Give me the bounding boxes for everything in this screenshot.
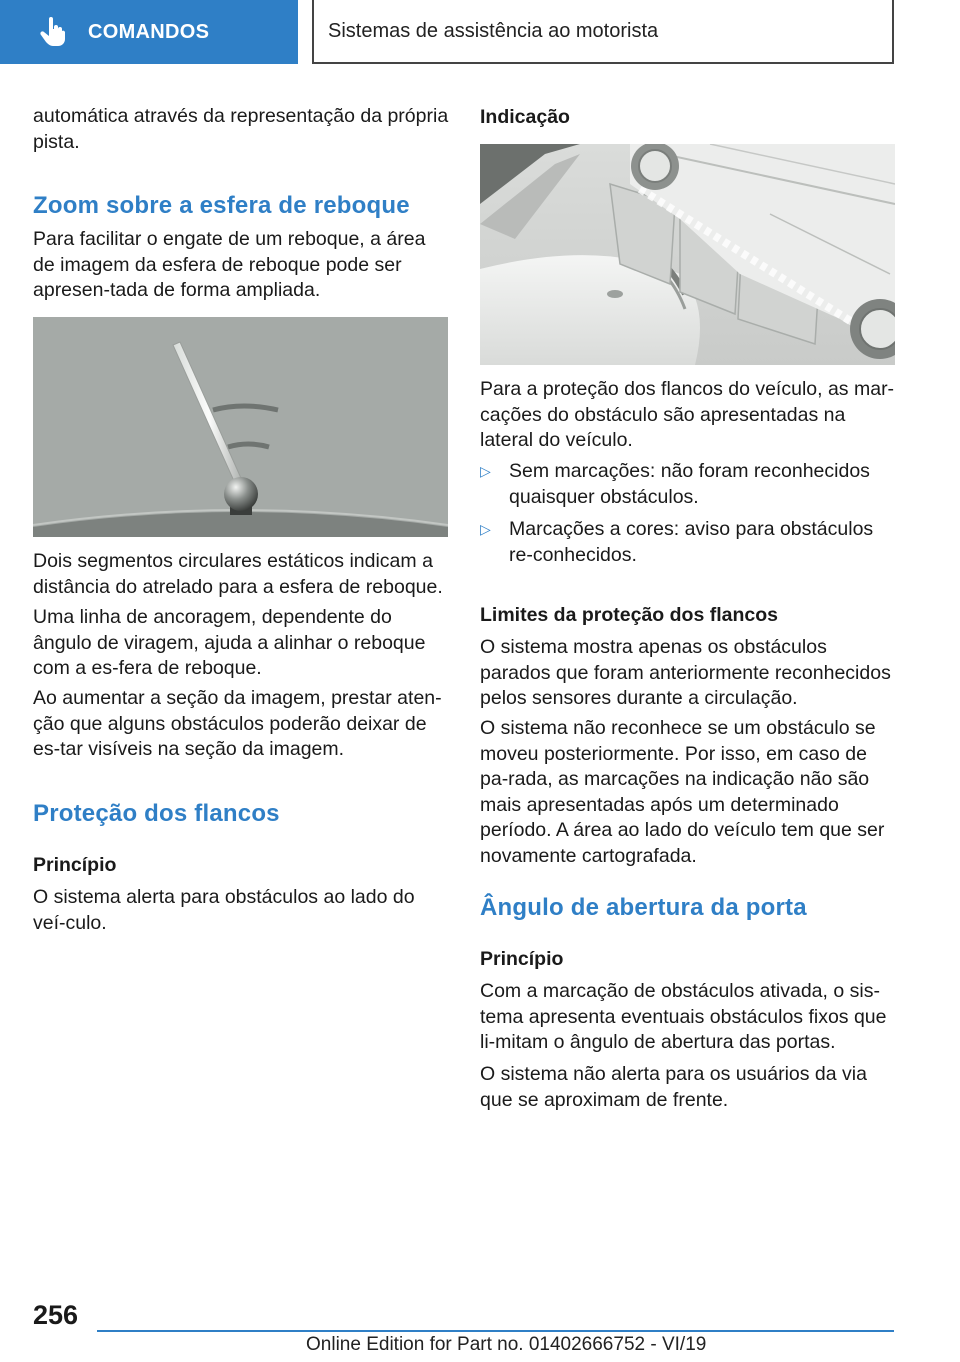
caption-zoom-warning: Ao aumentar a seção da imagem, prestar aten-ção que alguns obstáculos poderão deixar de es-tar visíveis na seção da imagem. <box>33 687 442 760</box>
header-tab-label: COMANDOS <box>88 20 210 43</box>
zoom-heading: Zoom sobre a esfera de reboque <box>33 192 410 219</box>
footer-divider <box>97 1330 894 1332</box>
footer-edition: Online Edition for Part no. 01402666752 - VI/19 <box>306 1334 707 1355</box>
hand-pointer-icon <box>40 17 66 47</box>
door-text-2: O sistema não alerta para os usuários da via que se aproximam de frente. <box>480 1063 867 1111</box>
page-number: 256 <box>33 1300 79 1330</box>
limits-text-1: O sistema mostra apenas os obstáculos parados que foram anteriormente reconhecidos pelos sensores durante a circulação. <box>480 636 891 709</box>
limits-text-2: O sistema não reconhece se um obstáculo se moveu posteriormente. Por isso, em caso de pa-rada, as marcações na indicação não são mais apresentadas após um determinado período. A área ao lado do veículo tem que ser novamente cartografada. <box>480 717 885 867</box>
triangle-bullet-icon: ▷ <box>480 463 491 479</box>
intro-text: automática através da representação da própria pista. <box>33 105 449 153</box>
header-section-title: Sistemas de assistência ao motorista <box>312 0 894 64</box>
principle-heading: Princípio <box>33 854 117 876</box>
door-text-1: Com a marcação de obstáculos ativada, o sis-tema apresenta eventuais obstáculos fixos que li-mitam o ângulo de abertura das portas. <box>480 980 887 1053</box>
display-text: Para a proteção dos flancos do veículo, as mar-cações do obstáculo são apresentadas na lateral do veículo. <box>480 378 895 451</box>
header-tab <box>0 0 298 64</box>
flank-protection-heading: Proteção dos flancos <box>33 800 280 827</box>
caption-segments: Dois segmentos circulares estáticos indicam a distância do atrelado para a esfera de reboque. <box>33 550 443 598</box>
triangle-bullet-icon: ▷ <box>480 521 491 537</box>
door-angle-heading: Ângulo de abertura da porta <box>480 894 807 921</box>
display-heading: Indicação <box>480 106 570 128</box>
zoom-text: Para facilitar o engate de um reboque, a área de imagem da esfera de reboque pode ser apresen-tada de forma ampliada. <box>33 228 426 301</box>
tow-ball-figure <box>33 317 448 537</box>
door-principle-heading: Princípio <box>480 948 564 970</box>
limits-heading: Limites da proteção dos flancos <box>480 604 778 626</box>
principle-text: O sistema alerta para obstáculos ao lado do veí-culo. <box>33 886 415 934</box>
side-protection-figure <box>480 144 895 365</box>
caption-anchor-line: Uma linha de ancoragem, dependente do ângulo de viragem, ajuda a alinhar o reboque com a es-fera de reboque. <box>33 606 426 679</box>
